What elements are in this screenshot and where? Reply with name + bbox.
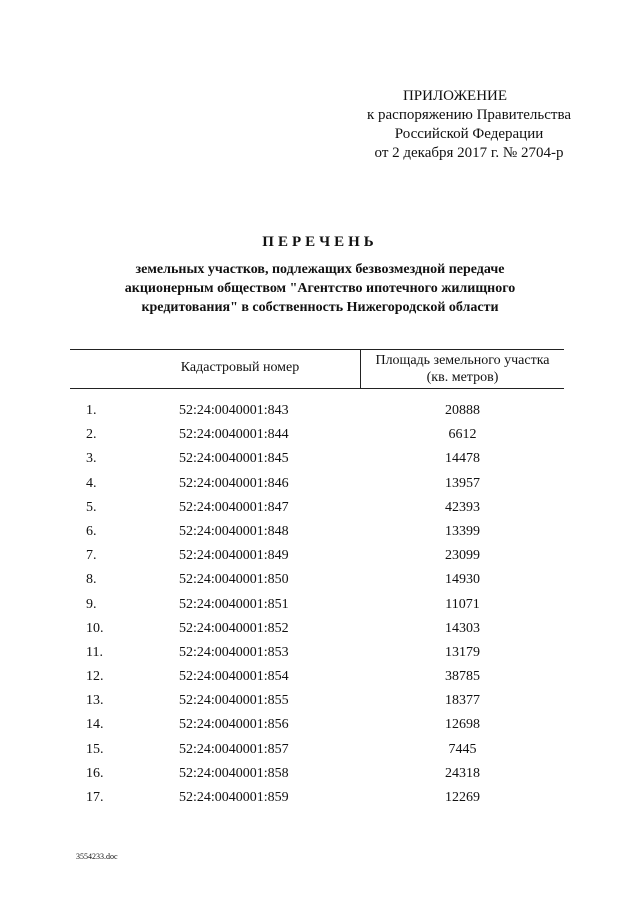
row-number: 6. [86,523,97,539]
table-row [0,473,640,497]
table-row [0,787,640,811]
row-cadastral-number: 52:24:0040001:857 [179,741,289,757]
row-cadastral-number: 52:24:0040001:855 [179,693,289,709]
row-area: 12698 [445,717,480,733]
row-cadastral-number: 52:24:0040001:856 [179,717,289,733]
row-number: 10. [86,620,104,636]
table-row [0,497,640,521]
row-area: 14930 [445,572,480,588]
row-number: 1. [86,403,97,418]
row-area: 6612 [448,427,477,443]
annex-header [320,87,590,163]
row-number: 5. [86,499,97,515]
row-cadastral-number: 52:24:0040001:854 [179,669,289,685]
table-row [0,690,640,714]
row-cadastral-number: 52:24:0040001:853 [179,644,289,660]
table-row [0,666,640,690]
table-row [0,594,640,618]
header-area-line-1: Площадь земельного участка [375,353,550,368]
row-area: 13399 [445,523,480,539]
header-area [361,352,564,386]
row-number: 9. [86,596,97,612]
table-row [0,545,640,569]
row-cadastral-number: 52:24:0040001:847 [179,499,289,515]
row-area: 38785 [445,669,480,685]
row-number: 8. [86,572,97,588]
header-cadastral: Кадастровый номер [180,360,300,375]
table-row [0,642,640,666]
header-area-line-2: (кв. метров) [426,370,499,385]
row-area: 23099 [445,548,480,564]
annex-title: ПРИЛОЖЕНИЕ [402,88,508,104]
row-area: 11071 [445,596,480,612]
row-number: 15. [86,741,104,757]
row-area: 18377 [445,693,480,709]
row-cadastral-number: 52:24:0040001:859 [179,790,289,805]
footer-filename: 3554233.doc [76,852,118,861]
row-cadastral-number: 52:24:0040001:852 [179,620,289,636]
subtitle-line-2: акционерным обществом "Агентство ипотечного жилищного [124,281,516,296]
row-cadastral-number: 52:24:0040001:849 [179,548,289,564]
row-number: 12. [86,669,104,685]
row-number: 14. [86,717,104,733]
table-row [0,400,640,424]
row-number: 16. [86,765,104,781]
table-row [0,424,640,448]
table-row [0,569,640,593]
row-area: 42393 [445,499,480,515]
annex-line-date: от 2 декабря 2017 г. № 2704-р [374,145,564,161]
annex-line-order: к распоряжению Правительства [366,107,571,123]
row-cadastral-number: 52:24:0040001:844 [179,427,289,443]
annex-line-government: Российской Федерации [394,126,544,142]
table-row [0,618,640,642]
row-area: 13179 [445,644,480,660]
table-row [0,521,640,545]
table-header [70,349,564,389]
row-area: 14478 [445,451,480,467]
row-area: 24318 [445,765,480,781]
table-row [0,448,640,472]
document-title: ПЕРЕЧЕНЬ [262,234,378,250]
row-number: 7. [86,548,97,564]
document-subtitle [90,260,550,317]
subtitle-line-3: кредитования" в собственность Нижегородской области [141,300,499,315]
subtitle-line-1: земельных участков, подлежащих безвозмездной передаче [135,262,505,277]
table-row [0,714,640,738]
row-area: 7445 [448,741,477,757]
row-area: 12269 [445,790,480,805]
row-area: 13957 [445,475,480,491]
row-area: 14303 [445,620,480,636]
row-number: 4. [86,475,97,491]
row-area: 20888 [445,403,480,418]
row-cadastral-number: 52:24:0040001:848 [179,523,289,539]
row-cadastral-number: 52:24:0040001:851 [179,596,289,612]
table-row [0,763,640,787]
row-number: 17. [86,790,104,805]
row-cadastral-number: 52:24:0040001:850 [179,572,289,588]
row-cadastral-number: 52:24:0040001:846 [179,475,289,491]
row-number: 13. [86,693,104,709]
row-number: 11. [86,644,103,660]
row-cadastral-number: 52:24:0040001:843 [179,403,289,418]
row-cadastral-number: 52:24:0040001:845 [179,451,289,467]
row-number: 2. [86,427,97,443]
table-body [0,400,640,811]
row-number: 3. [86,451,97,467]
table-row [0,739,640,763]
row-cadastral-number: 52:24:0040001:858 [179,765,289,781]
